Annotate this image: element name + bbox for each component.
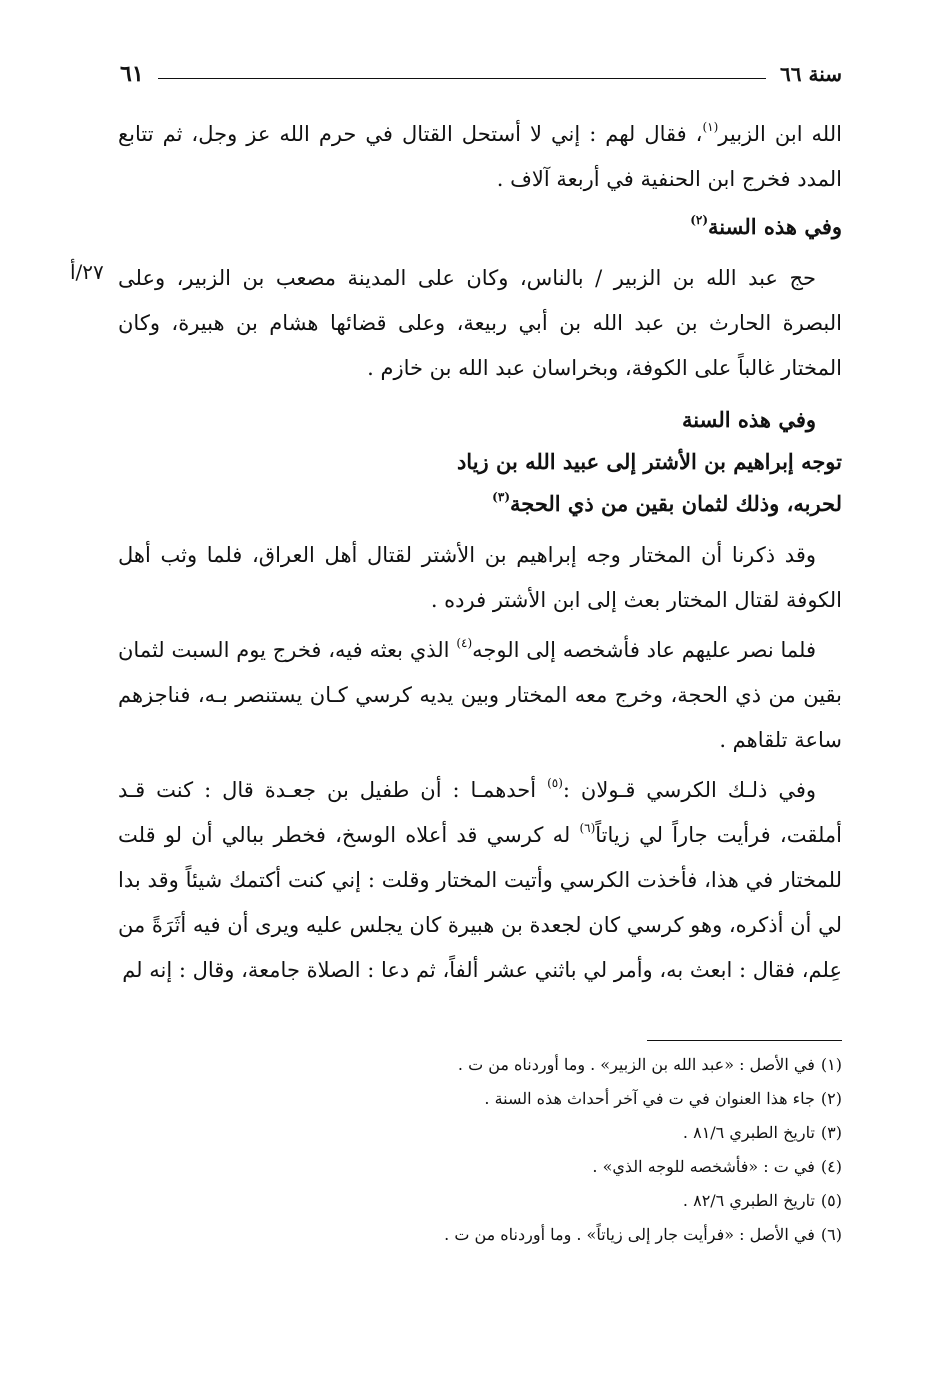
heading-1-label: وفي هذه السنة [708, 214, 842, 239]
heading-2-line-3-text: لحربه، وذلك لثمان بقين من ذي الحجة [510, 491, 842, 516]
section-heading-2-line-2: توجه إبراهيم بن الأشتر إلى عبيد الله بن زياد [456, 449, 842, 474]
paragraph-1-text-a: الله ابن الزبير [718, 122, 842, 146]
footnote-2-number: (٢) [820, 1089, 842, 1108]
footnote-6-number: (٦) [820, 1225, 842, 1244]
footnote-5 [118, 1184, 842, 1218]
paragraph-3: وقد ذكرنا أن المختار وجه إبراهيم بن الأشتر لقتال أهل العراق، فلما وثب أهل الكوفة لقتال المختار بعث إلى ابن الأشتر فرده . [118, 543, 842, 612]
footnote-3-number: (٣) [820, 1123, 842, 1142]
running-header [120, 54, 842, 94]
paragraph-2-wrap [70, 256, 842, 391]
section-heading-2 [118, 399, 842, 525]
paragraph-4 [118, 628, 842, 763]
paragraph-2: حج عبد الله بن الزبير / بالناس، وكان على المدينة مصعب بن الزبير، وعلى البصرة الحارث بن عبد الله بن أبي ربيعة، وعلى قضائها هشام بن هبيرة، وكان المختار غالباً على الكوفة، وبخراسان عبد الله بن خازم . [118, 266, 842, 380]
paragraph-5 [118, 768, 842, 993]
footnote-3-text: تاريخ الطبري ٨١/٦ . [682, 1123, 815, 1142]
section-heading-1-text [118, 206, 842, 248]
footnote-ref-3[interactable]: (٣) [492, 490, 510, 504]
section-heading-2-line-1: وفي هذه السنة [682, 407, 816, 432]
header-rule [158, 78, 766, 79]
paragraph-5-text-c: له كرسي قد أعلاه الوسخ، فخطر ببالي أن لو قلت للمختار في هذا، فأخذت الكرسي وأتيت المختار وقلت : إني كنت أكتمك شيئاً وقد بدا لي أن أذكره، وهو كرسي كان لجعدة بن هبيرة كان يجلس عليه ويرى أن فيه أثَرَةً من عِلم، فقال : ابعث به، وأمر لي باثني عشر ألفاً، ثم دعا : الصلاة جامعة، وقال : إنه لم [118, 823, 842, 982]
footnote-5-text: تاريخ الطبري ٨٢/٦ . [682, 1191, 815, 1210]
footnote-ref-4[interactable]: (٤) [456, 636, 473, 650]
footnote-rule [647, 1040, 842, 1041]
section-heading-2-line-3 [118, 483, 842, 525]
footnote-4 [118, 1150, 842, 1184]
paragraph-1 [118, 112, 842, 202]
manuscript-folio-note: ٢٧/أ [70, 260, 104, 284]
footnote-1-text: في الأصل : «عبد الله بن الزبير» . وما أوردناه من ت . [457, 1055, 815, 1074]
footnote-2-text: جاء هذا العنوان في ت في آخر أحداث هذه السنة . [484, 1089, 815, 1108]
footnote-1 [118, 1048, 842, 1082]
footnote-list [118, 1048, 842, 1252]
footnote-4-number: (٤) [820, 1157, 842, 1176]
footnote-ref-2[interactable]: (٢) [690, 213, 709, 227]
paragraph-5-text-a: وفي ذلـك الكرسي قـولان : [562, 778, 816, 802]
footnote-ref-1[interactable]: (١) [702, 120, 719, 134]
paragraph-4-text-b: الذي بعثه فيه، فخرج يوم السبت لثمان بقين من ذي الحجة، وخرج معه المختار وبين يديه كرسي كـان يستنصر بـه، فناجزهم ساعة تلقاهم . [118, 638, 842, 752]
main-text [70, 112, 842, 993]
footnote-1-number: (١) [820, 1055, 842, 1074]
footnote-2 [118, 1082, 842, 1116]
paragraph-5-text-b: أحدهمـا : أن طفيل بن جعـدة قال : كنت قـد أملقت، فرأيت جاراً لي زياتاً [118, 778, 842, 847]
footnote-ref-6[interactable]: (٦) [579, 821, 596, 835]
footnote-6 [118, 1218, 842, 1252]
footnote-3 [118, 1116, 842, 1150]
footnote-6-text: في الأصل : «فرأيت جار إلى زياتاً» . وما أوردناه من ت . [444, 1225, 815, 1244]
section-heading-1 [118, 206, 842, 248]
paragraph-1-text-b: ، فقال لهم : إني لا أستحل القتال في حرم الله عز وجل، ثم تتابع المدد فخرج ابن الحنفية في أربعة آلاف . [118, 122, 842, 191]
footnote-5-number: (٥) [820, 1191, 842, 1210]
paragraph-4-text-a: فلما نصر عليهم عاد فأشخصه إلى الوجه [472, 638, 816, 662]
page-number: ٦١ [120, 61, 144, 87]
footnote-4-text: في ت : «فأشخصه للوجه الذي» . [592, 1157, 815, 1176]
running-header-year: سنة ٦٦ [780, 62, 842, 86]
footnote-ref-5[interactable]: (٥) [547, 776, 563, 790]
